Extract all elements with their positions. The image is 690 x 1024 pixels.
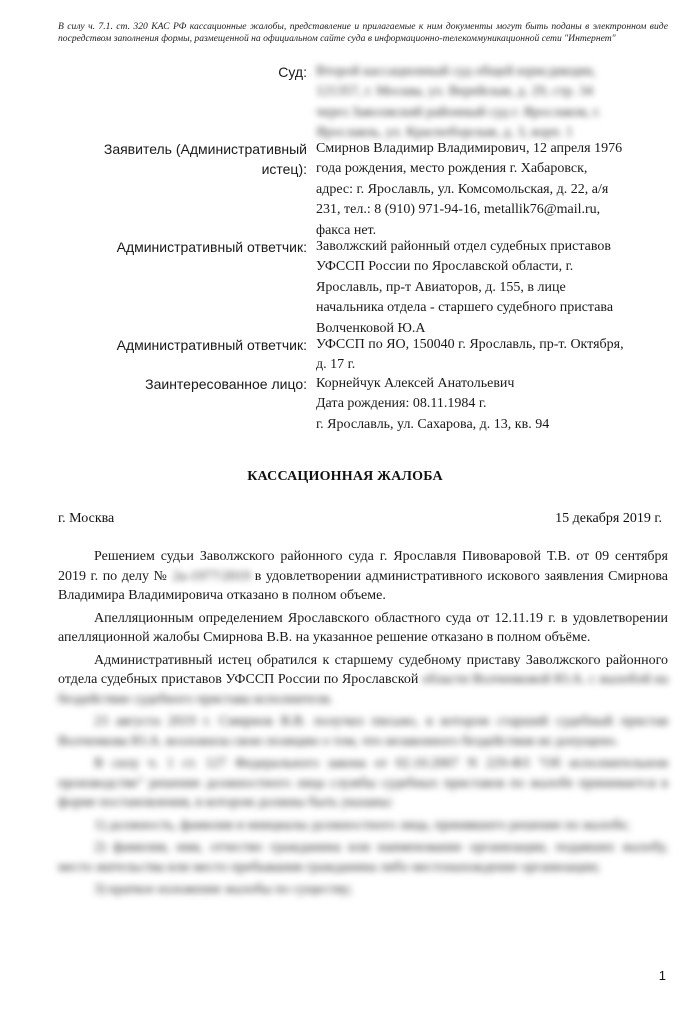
respondent2-line: УФССП по ЯО, 150040 г. Ярославль, пр-т. Октября, <box>316 337 624 352</box>
court-line: Второй кассационный суд общей юрисдикции, <box>316 64 596 79</box>
paragraph: 1) должность, фамилия и инициалы должностного лица, принявшего решение по жалобе; <box>94 817 630 833</box>
paragraph: 2) фамилия, имя, отчество гражданина или наименование организации, подавших жалобу, место жительства или место пребывания гражданина либо местонахождение организации; <box>58 840 668 875</box>
document-city: г. Москва <box>58 511 115 526</box>
respondent1-line: Волченковой Ю.А <box>316 320 426 336</box>
respondent1-line: Заволжский районный отдел судебных приставов <box>316 239 611 254</box>
respondent2-label: Административный ответчик: <box>116 337 307 353</box>
interested-value <box>316 374 662 435</box>
applicant-line: 231, тел.: 8 (910) 971-94-16, metallik76@mail.ru, <box>316 202 601 218</box>
interested-line: Корнейчук Алексей Анатольевич <box>316 376 515 391</box>
respondent1-label: Административный ответчик: <box>116 239 307 255</box>
interested-label: Заинтересованное лицо: <box>145 376 307 392</box>
interested-line: Дата рождения: 08.11.1984 г. <box>316 396 487 412</box>
court-line: 121357, г. Москва, ул. Верейская, д. 29, стр. 34 <box>316 84 593 100</box>
paragraph-text: Решением судьи Заволжского районного суда г. Ярославля Пивоваровой Т.В. от 09 сентября 2019 г. по делу № <box>58 549 668 584</box>
court-label: Суд: <box>278 64 307 80</box>
paragraph: 3) краткое изложение жалобы по существу; <box>94 882 353 897</box>
respondent1-value <box>316 237 662 339</box>
applicant-line: Смирнов Владимир Владимирович, 12 апреля 1976 <box>316 141 623 156</box>
paragraph-text: Административный истец обратился к старшему судебному приставу Заволжского районного отдела судебных приставов УФССП России по Ярославской <box>58 652 668 687</box>
page-number: 1 <box>658 968 666 983</box>
court-line: Ярославль, ул. Красноборская, д. 3, корп. 1 <box>316 125 573 141</box>
respondent1-line: начальника отдела - старшего судебного пристава <box>316 300 614 316</box>
paragraph: В силу ч. 1 ст. 127 Федерального закона от 02.10.2007 N 229-ФЗ "Об исполнительном производстве" решение должностного лица службы судебных приставов по жалобе принимается в форме постановления, в котором должны быть указаны: <box>58 756 668 810</box>
respondent1-line: УФССП России по Ярославской области, г. <box>316 259 574 275</box>
case-number: 2а-1977/2019 <box>172 568 251 584</box>
applicant-label <box>27 139 307 180</box>
document-date: 15 декабря 2019 г. <box>555 511 662 526</box>
paragraph: Апелляционным определением Ярославского областного суда от 12.11.19 г. в удовлетворении апелляционной жалобы Смирнова В.В. на указанное решение отказано в полном объёме. <box>58 610 668 645</box>
court-line: через Заволжский районный суд г. Ярославля, г. <box>316 104 601 120</box>
applicant-line: года рождения, место рождения г. Хабаровск, <box>316 161 588 177</box>
applicant-line: адрес: г. Ярославль, ул. Комсомольская, д. 22, а/я <box>316 181 609 197</box>
respondent2-value <box>316 335 662 376</box>
paragraph-text: в удовлетворении административного искового заявления Смирнова Владимира Владимировича отказано в полном объеме. <box>58 568 668 603</box>
applicant-line: факса нет. <box>316 222 377 238</box>
applicant-value <box>316 139 662 241</box>
respondent1-line: Ярославль, пр-т Авиаторов, д. 155, в лице <box>316 279 566 295</box>
header-note: В силу ч. 7.1. ст. 320 КАС РФ кассационные жалобы, представление и прилагаемые к ним документы могут быть поданы в электронном виде посредством заполнения формы, размещенной на официальном сайте суда в информационно-телекоммуникационной сети "Интернет" <box>58 21 668 45</box>
respondent2-line: д. 17 г. <box>316 357 356 373</box>
document-body <box>58 547 668 900</box>
blurred-section <box>58 712 668 900</box>
applicant-label-line: истец): <box>261 161 307 178</box>
paragraph <box>58 547 668 606</box>
paragraph: 23 августа 2019 г. Смирнов В.В. получил письмо, в котором старший судебный пристав Волченкова Ю.А. возложила свою позицию о том, что незаконного бездействия не допущено. <box>58 714 668 749</box>
applicant-label-line: Заявитель (Административный <box>103 141 307 157</box>
paragraph-text-blurred: области Волченковой Ю.А. с жалобой на бездействие судебного пристава исполнителя. <box>58 672 668 707</box>
court-value <box>316 62 662 144</box>
paragraph <box>58 651 668 710</box>
interested-line: г. Ярославль, ул. Сахарова, д. 13, кв. 94 <box>316 416 550 432</box>
document-title: КАССАЦИОННАЯ ЖАЛОБА <box>247 469 443 484</box>
